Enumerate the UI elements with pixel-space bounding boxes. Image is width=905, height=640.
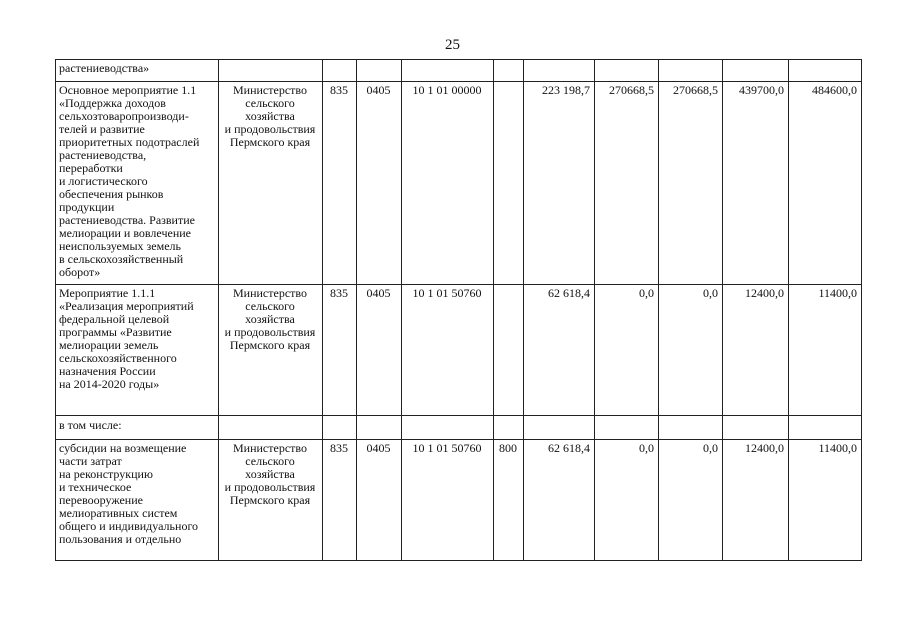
cell-grbs — [323, 60, 357, 82]
cell-value-2: 0,0 — [595, 285, 659, 416]
cell-grbs: 835 — [323, 285, 357, 416]
cell-value-5 — [789, 416, 862, 440]
cell-vr — [494, 60, 524, 82]
table-row — [56, 60, 862, 82]
budget-table — [55, 59, 862, 561]
cell-vr — [494, 285, 524, 416]
cell-value-4 — [723, 60, 789, 82]
cell-rz: 0405 — [357, 440, 402, 561]
cell-value-1: 223 198,7 — [524, 82, 595, 285]
cell-vr — [494, 416, 524, 440]
cell-value-3: 0,0 — [659, 440, 723, 561]
cell-value-5 — [789, 60, 862, 82]
cell-csr: 10 1 01 50760 — [402, 440, 494, 561]
table-row — [56, 416, 862, 440]
cell-csr — [402, 60, 494, 82]
cell-rz: 0405 — [357, 285, 402, 416]
cell-csr: 10 1 01 50760 — [402, 285, 494, 416]
cell-rz: 0405 — [357, 82, 402, 285]
cell-value-1: 62 618,4 — [524, 440, 595, 561]
cell-org: Министерство сельского хозяйства и продовольствия Пермского края — [219, 285, 323, 416]
cell-value-5: 11400,0 — [789, 440, 862, 561]
cell-value-3: 0,0 — [659, 285, 723, 416]
cell-value-4: 12400,0 — [723, 440, 789, 561]
cell-vr — [494, 82, 524, 285]
cell-rz — [357, 60, 402, 82]
cell-value-4 — [723, 416, 789, 440]
cell-value-3 — [659, 60, 723, 82]
cell-org: Министерство сельского хозяйства и продовольствия Пермского края — [219, 82, 323, 285]
cell-grbs: 835 — [323, 82, 357, 285]
cell-value-3: 270668,5 — [659, 82, 723, 285]
cell-org — [219, 60, 323, 82]
cell-org: Министерство сельского хозяйства и продовольствия Пермского края — [219, 440, 323, 561]
table-row — [56, 285, 862, 416]
cell-name: субсидии на возмещение части затрат на реконструкцию и техническое перевооружение мелиоративных систем общего и индивидуального пользования и отдельно — [56, 440, 219, 561]
cell-value-2 — [595, 416, 659, 440]
table-row — [56, 82, 862, 285]
table-row — [56, 440, 862, 561]
cell-value-1 — [524, 60, 595, 82]
cell-value-4: 439700,0 — [723, 82, 789, 285]
cell-value-5: 11400,0 — [789, 285, 862, 416]
cell-value-1 — [524, 416, 595, 440]
cell-org — [219, 416, 323, 440]
cell-grbs: 835 — [323, 440, 357, 561]
cell-value-3 — [659, 416, 723, 440]
cell-value-2: 270668,5 — [595, 82, 659, 285]
cell-grbs — [323, 416, 357, 440]
page-number: 25 — [445, 37, 460, 53]
cell-name: растениеводства» — [56, 60, 219, 82]
cell-name: Основное мероприятие 1.1 «Поддержка доходов сельхозтоваропроизводи- телей и развитие приоритетных подотраслей растениеводства, переработки и логистического обеспечения рынков продукции растениеводства. Развитие мелиорации и вовлечение неиспользуемых земель в сельскохозяйственный оборот» — [56, 82, 219, 285]
cell-csr: 10 1 01 00000 — [402, 82, 494, 285]
cell-value-2: 0,0 — [595, 440, 659, 561]
cell-value-1: 62 618,4 — [524, 285, 595, 416]
cell-name: в том числе: — [56, 416, 219, 440]
cell-name: Мероприятие 1.1.1 «Реализация мероприятий федеральной целевой программы «Развитие мелиорации земель сельскохозяйственного назначения России на 2014-2020 годы» — [56, 285, 219, 416]
cell-rz — [357, 416, 402, 440]
cell-value-5: 484600,0 — [789, 82, 862, 285]
cell-vr: 800 — [494, 440, 524, 561]
cell-csr — [402, 416, 494, 440]
cell-value-4: 12400,0 — [723, 285, 789, 416]
cell-value-2 — [595, 60, 659, 82]
